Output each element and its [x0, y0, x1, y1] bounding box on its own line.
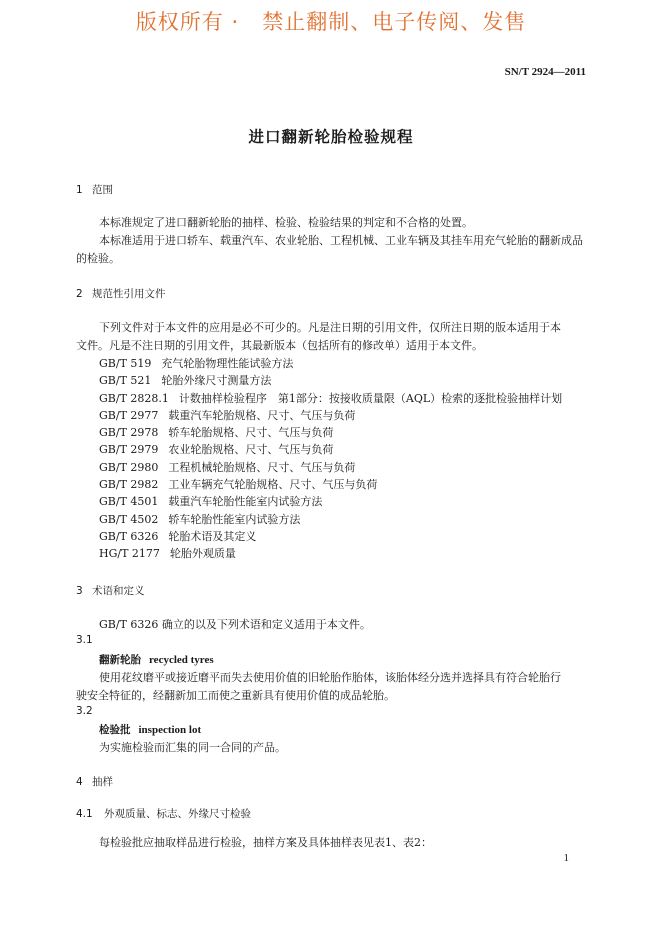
- term-chinese: 翻新轮胎: [99, 654, 141, 666]
- reference-title: 载重汽车轮胎性能室内试验方法: [168, 495, 323, 509]
- reference-title: 轿车轮胎性能室内试验方法: [168, 512, 301, 526]
- reference-code: GB/T 2979: [99, 443, 159, 457]
- clause-3-1-number: 3.1: [76, 634, 93, 646]
- reference-title: 计数抽样检验程序 第1部分：按接收质量限（AQL）检索的逐批检验抽样计划: [178, 391, 563, 405]
- definition-3-2: 为实施检验而汇集的同一合同的产品。: [99, 741, 286, 754]
- reference-item: [99, 459, 562, 476]
- references-intro-line-2: 文件。凡是不注日期的引用文件，其最新版本（包括所有的修改单）适用于本文件。: [76, 339, 483, 352]
- page-title: 进口翻新轮胎检验规程: [248, 128, 414, 146]
- section-title: 术语和定义: [92, 585, 145, 597]
- section-number: 2: [76, 288, 83, 300]
- sampling-paragraph: 每检验批应抽取样品进行检验，抽样方案及具体抽样表见表1、表2：: [99, 836, 432, 849]
- copyright-watermark: 版权所有 · 禁止翻制、电子传阅、发售: [135, 10, 527, 34]
- section-1-heading: [76, 182, 113, 197]
- reference-code: GB/T 2980: [99, 460, 159, 474]
- reference-code: GB/T 2977: [99, 408, 159, 422]
- reference-code: GB/T 2982: [99, 478, 159, 492]
- reference-item: [99, 493, 562, 510]
- section-title: 规范性引用文件: [92, 288, 166, 300]
- reference-item: [99, 372, 562, 389]
- clause-3-2-number: 3.2: [76, 705, 93, 717]
- section-4-heading: [76, 774, 113, 789]
- section-number: 4: [76, 776, 83, 788]
- section-2-heading: [76, 286, 166, 301]
- reference-title: 农业轮胎规格、尺寸、气压与负荷: [168, 443, 334, 457]
- term-inspection-lot: [99, 722, 201, 737]
- reference-item: [99, 528, 562, 545]
- reference-title: 载重汽车轮胎规格、尺寸、气压与负荷: [168, 408, 356, 422]
- reference-item: [99, 511, 562, 528]
- reference-code: HG/T 2177: [99, 547, 160, 561]
- reference-code: GB/T 2828.1: [99, 391, 169, 405]
- reference-code: GB/T 6326: [99, 529, 159, 543]
- reference-item: [99, 545, 562, 562]
- reference-title: 工程机械轮胎规格、尺寸、气压与负荷: [168, 460, 356, 474]
- scope-paragraph-2-line-2: 的检验。: [76, 252, 120, 265]
- reference-code: GB/T 4502: [99, 512, 159, 526]
- term-english: inspection lot: [138, 724, 202, 736]
- section-title: 外观质量、标志、外缘尺寸检验: [104, 808, 251, 820]
- section-4-1-heading: [76, 806, 251, 821]
- reference-item: [99, 407, 562, 424]
- references-intro-line-1: 下列文件对于本文件的应用是必不可少的。凡是注日期的引用文件，仅所注日期的版本适用于本: [99, 321, 561, 334]
- definition-3-1-line-1: 使用花纹磨平或接近磨平而失去使用价值的旧轮胎作胎体，该胎体经分选并选择具有符合轮胎行: [99, 671, 561, 684]
- reference-item: [99, 476, 562, 493]
- section-title: 范围: [92, 184, 113, 196]
- terms-intro: GB/T 6326 确立的以及下列术语和定义适用于本文件。: [99, 618, 371, 631]
- reference-item: [99, 441, 562, 458]
- term-recycled-tyres: [99, 652, 214, 667]
- normative-references-list: [99, 355, 562, 563]
- section-number: 3: [76, 585, 83, 597]
- term-chinese: 检验批: [99, 724, 131, 736]
- reference-title: 充气轮胎物理性能试验方法: [161, 357, 294, 370]
- term-english: recycled tyres: [149, 654, 214, 666]
- reference-item: [99, 390, 562, 407]
- definition-3-1-line-2: 驶安全特征的，经翻新加工而使之重新具有使用价值的成品轮胎。: [76, 689, 395, 702]
- reference-title: 轮胎术语及其定义: [168, 529, 257, 543]
- scope-paragraph-2-line-1: 本标准适用于进口轿车、载重汽车、农业轮胎、工程机械、工业车辆及其挂车用充气轮胎的翻新成品: [99, 234, 583, 247]
- reference-title: 轮胎外缘尺寸测量方法: [161, 374, 272, 388]
- page-number: 1: [563, 852, 569, 864]
- reference-code: GB/T 2978: [99, 426, 159, 440]
- standard-code: SN/T 2924—2011: [504, 66, 586, 78]
- section-title: 抽样: [92, 776, 113, 788]
- reference-item: [99, 424, 562, 441]
- reference-code: GB/T 4501: [99, 495, 159, 509]
- reference-code: GB/T 519: [99, 357, 152, 370]
- section-3-heading: [76, 583, 145, 598]
- reference-title: 轮胎外观质量: [169, 547, 236, 561]
- reference-code: GB/T 521: [99, 374, 152, 388]
- reference-item: [99, 355, 562, 372]
- reference-title: 工业车辆充气轮胎规格、尺寸、气压与负荷: [168, 478, 378, 492]
- reference-title: 轿车轮胎规格、尺寸、气压与负荷: [168, 426, 334, 440]
- scope-paragraph-1: 本标准规定了进口翻新轮胎的抽样、检验、检验结果的判定和不合格的处置。: [99, 216, 473, 229]
- section-number: 4.1: [76, 808, 93, 820]
- section-number: 1: [76, 184, 83, 196]
